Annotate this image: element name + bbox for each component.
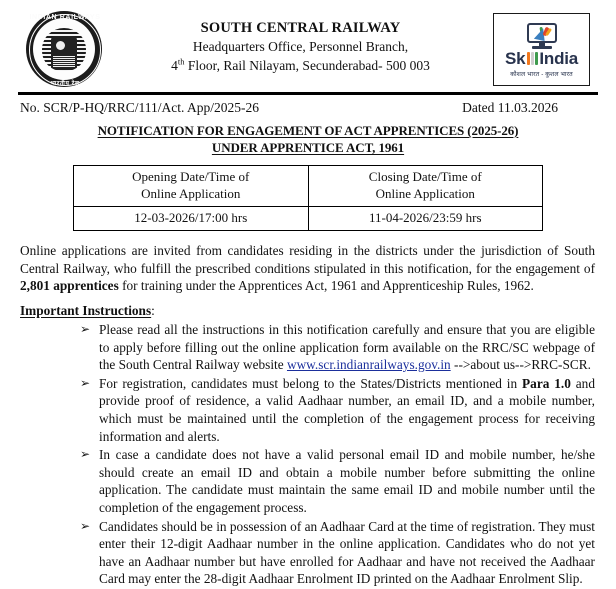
intro-paragraph	[18, 242, 598, 295]
document-header	[18, 0, 598, 90]
bullet-arrow-icon: ➢	[80, 518, 91, 533]
tricolor-bars-icon	[527, 52, 538, 65]
notification-title	[18, 123, 598, 156]
scr-website-link[interactable]: www.scr.indianrailways.gov.in	[286, 357, 451, 373]
address-rest: Floor, Rail Nilayam, Secunderabad- 500 003	[184, 57, 430, 73]
opening-header-line-1: Opening Date/Time of	[132, 169, 250, 185]
address-line-1: Headquarters Office, Personnel Branch,	[192, 39, 409, 55]
closing-header-line-1: Closing Date/Time of	[368, 169, 482, 185]
skill-india-logo-icon	[493, 13, 590, 86]
intro-text-part-1: Online applications are invited from candidates residing in the districts under the jurisdiction of South Central Railway, who fulfill the prescribed conditions stipulated in this notification, for the engagement of	[20, 242, 595, 276]
reference-date: Dated 11.03.2026	[462, 100, 558, 115]
list-item	[80, 446, 595, 516]
instruction-1-text-part-1: Please read all the instructions in this notification carefully and ensure that you are eligible to apply before filling out the online application form available on the RRC/SC webpage of the South Central Railway website	[99, 321, 595, 373]
floor-number: 4	[171, 57, 178, 73]
important-instructions-label: Important Instructions	[20, 302, 152, 318]
title-line-2: UNDER APPRENTICE ACT, 1961	[211, 139, 405, 155]
indian-railways-logo-icon	[22, 9, 108, 91]
railways-logo-text-top: INDIAN RAILWAYS	[29, 14, 101, 21]
bullet-arrow-icon: ➢	[80, 321, 91, 336]
opening-header-line-2: Online Application	[141, 186, 241, 202]
address-line-2	[108, 57, 493, 75]
instruction-4-text: Candidates should be in possession of an Aadhaar Card at the time of registration. They must enter their 12-digit Aadhaar number in the online application. Candidates who do not yet have an Aadhaar number but have enrolled for Aadhaar and have not received the Aadhaar Card may enter the 28-digit Aadhaar Enrolment ID printed on the Aadhaar Enrolment Slip.	[99, 518, 595, 587]
railways-logo-text-bottom: भारतीय रेल	[50, 81, 80, 87]
list-item	[80, 321, 595, 374]
instruction-2-text-part-1: For registration, candidates must belong to the States/Districts mentioned in	[99, 375, 523, 391]
monitor-icon	[527, 23, 557, 49]
table-value-row	[74, 207, 543, 231]
skill-india-subtitle: कौशल भारत - कुशल भारत	[510, 70, 573, 78]
application-dates-table	[73, 165, 543, 231]
important-instructions-colon: :	[151, 302, 155, 318]
closing-date-value: 11-04-2026/23:59 hrs	[308, 207, 543, 231]
opening-date-value: 12-03-2026/17:00 hrs	[74, 207, 309, 231]
instruction-3-text: In case a candidate does not have a valid personal email ID and mobile number, he/she should create an email ID and obtain a mobile number before submitting the online application. The candidate must maintain the same email ID and mobile number until the completion of the engagement process.	[99, 447, 595, 516]
closing-date-header	[308, 166, 543, 207]
reference-number: No. SCR/P-HQ/RRC/111/Act. App/2025-26	[20, 100, 260, 115]
organisation-name: SOUTH CENTRAL RAILWAY	[200, 20, 401, 36]
header-text-block	[108, 9, 493, 75]
apprentice-count: 2,801 apprentices	[20, 278, 119, 294]
skill-india-wordmark	[505, 50, 578, 67]
floor-ordinal-suffix: th	[177, 56, 185, 66]
instruction-1-text-part-2: -->about us-->RRC-SCR.	[450, 357, 591, 373]
skill-word-part2: India	[539, 48, 579, 68]
intro-text-part-2: for training under the Apprentices Act, 1961 and Apprenticeship Rules, 1962.	[118, 278, 534, 294]
table-header-row	[74, 166, 543, 207]
para-reference: Para 1.0	[522, 375, 571, 391]
instruction-2-text-part-2: and provide proof of residence, a valid Aadhaar number, an email ID, and a mobile number, which must be maintained until the completion of the engagement process for receiving information and alerts.	[99, 375, 595, 444]
list-item	[80, 375, 595, 445]
bullet-arrow-icon: ➢	[80, 375, 91, 390]
closing-header-line-2: Online Application	[375, 186, 475, 202]
opening-date-header	[74, 166, 309, 207]
instructions-list	[18, 321, 598, 589]
bullet-arrow-icon: ➢	[80, 447, 91, 462]
list-item	[80, 518, 595, 588]
skill-word-part1: Sk	[504, 48, 526, 68]
important-instructions-heading	[18, 303, 598, 319]
reference-line	[18, 95, 598, 116]
title-line-1: NOTIFICATION FOR ENGAGEMENT OF ACT APPRENTICES (2025-26)	[97, 123, 519, 138]
